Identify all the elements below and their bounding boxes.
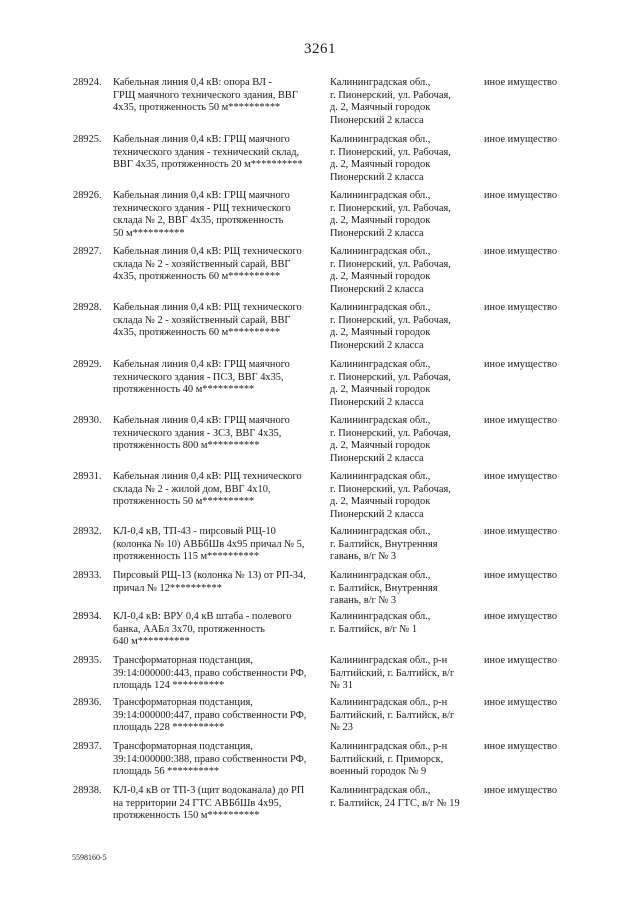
entry-number: 28935.	[73, 655, 102, 666]
address-line: г. Пионерский, ул. Рабочая,	[330, 483, 451, 495]
address-line: д. 2, Маячный городок	[330, 496, 431, 508]
address-line: Калининградская обл.,	[330, 246, 431, 257]
entry-property-type: иное имущество	[484, 611, 558, 622]
entry-number: 28931.	[73, 471, 102, 482]
address-line: г. Балтийск, Внутренняя	[330, 538, 438, 550]
entry-property-type: иное имущество	[484, 302, 558, 313]
entry-address	[330, 741, 475, 779]
entry-number: 28934.	[73, 611, 102, 622]
description-line: 39:14:000000:443, право собственности РФ,	[113, 667, 307, 679]
entry-number: 28924.	[73, 77, 102, 88]
entry-property-type: иное имущество	[484, 697, 558, 708]
description-line: КЛ-0,4 кВ, ТП-43 - пирсовый РЩ-10	[113, 526, 276, 537]
entry-number: 28938.	[73, 785, 102, 796]
entry-description	[113, 190, 318, 240]
address-line: Калининградская обл.,	[330, 359, 431, 370]
entry-number: 28925.	[73, 134, 102, 145]
description-line: Кабельная линия 0,4 кВ: РЩ технического	[113, 246, 302, 257]
address-line: Пионерский 2 класса	[330, 396, 424, 408]
address-line: гавань, в/г № 3	[330, 595, 397, 607]
description-line: протяженность 800 м**********	[113, 440, 260, 452]
address-line: Калининградская обл.,	[330, 134, 431, 145]
entry-address	[330, 611, 475, 636]
description-line: КЛ-0,4 кВ: ВРУ 0,4 кВ штаба - полевого	[113, 611, 292, 622]
description-line: Трансформаторная подстанция,	[113, 741, 253, 752]
entry-property-type: иное имущество	[484, 134, 558, 145]
address-line: Калининградская обл.,	[330, 785, 431, 796]
description-line: на территории 24 ГТС АВБбШв 4х95,	[113, 797, 282, 809]
description-line: Кабельная линия 0,4 кВ: ГРЩ маячного	[113, 359, 290, 370]
address-line: г. Пионерский, ул. Рабочая,	[330, 427, 451, 439]
description-line: протяженность 40 м**********	[113, 384, 255, 396]
description-line: 39:14:000000:447, право собственности РФ,	[113, 709, 307, 721]
address-line: Пионерский 2 класса	[330, 452, 424, 464]
address-line: Калининградская обл., р-н	[330, 741, 448, 752]
entry-property-type: иное имущество	[484, 741, 558, 752]
description-line: ВВГ 4х35, протяженность 20 м**********	[113, 159, 303, 171]
address-line: Балтийский, г. Приморск,	[330, 753, 444, 765]
address-line: Калининградская обл.,	[330, 302, 431, 313]
description-line: ГРЩ маячного технического здания, ВВГ	[113, 89, 298, 101]
address-line: Калининградская обл., р-н	[330, 697, 448, 708]
address-line: Калининградская обл.,	[330, 570, 431, 581]
entry-description	[113, 697, 318, 735]
address-line: д. 2, Маячный городок	[330, 384, 431, 396]
entry-number: 28929.	[73, 359, 102, 370]
entry-description	[113, 471, 318, 509]
entry-number: 28937.	[73, 741, 102, 752]
address-line: гавань, в/г № 3	[330, 551, 397, 563]
address-line: Балтийский, г. Балтийск, в/г	[330, 709, 455, 721]
address-line: д. 2, Маячный городок	[330, 271, 431, 283]
description-line: Кабельная линия 0,4 кВ: ГРЩ маячного	[113, 415, 290, 426]
entry-description	[113, 741, 318, 779]
address-line: г. Пионерский, ул. Рабочая,	[330, 314, 451, 326]
entry-property-type: иное имущество	[484, 77, 558, 88]
entry-address	[330, 471, 475, 521]
entry-address	[330, 526, 475, 564]
description-line: склада № 2 - хозяйственный сарай, ВВГ	[113, 314, 291, 326]
entry-address	[330, 655, 475, 693]
address-line: г. Пионерский, ул. Рабочая,	[330, 258, 451, 270]
description-line: площадь 228 **********	[113, 722, 225, 734]
description-line: технического здания - РЩ технического	[113, 202, 291, 214]
entry-property-type: иное имущество	[484, 359, 558, 370]
entry-number: 28936.	[73, 697, 102, 708]
entry-number: 28933.	[73, 570, 102, 581]
address-line: г. Балтийск, 24 ГТС, в/г № 19	[330, 797, 460, 809]
entry-description	[113, 785, 318, 823]
description-line: Трансформаторная подстанция,	[113, 697, 253, 708]
entry-number: 28930.	[73, 415, 102, 426]
entry-number: 28926.	[73, 190, 102, 201]
address-line: д. 2, Маячный городок	[330, 159, 431, 171]
description-line: (колонка № 10) АВБбШв 4х95 причал № 5,	[113, 538, 305, 550]
entry-property-type: иное имущество	[484, 246, 558, 257]
description-line: склада № 2 - жилой дом, ВВГ 4х10,	[113, 483, 271, 495]
entry-property-type: иное имущество	[484, 785, 558, 796]
entry-property-type: иное имущество	[484, 415, 558, 426]
description-line: технического здания - ЗСЗ, ВВГ 4х35,	[113, 427, 282, 439]
address-line: д. 2, Маячный городок	[330, 440, 431, 452]
description-line: Кабельная линия 0,4 кВ: опора ВЛ -	[113, 77, 272, 88]
description-line: технического здания - ПСЗ, ВВГ 4х35,	[113, 371, 284, 383]
entry-description	[113, 359, 318, 397]
entry-address	[330, 415, 475, 465]
address-line: Балтийский, г. Балтийск, в/г	[330, 667, 455, 679]
description-line: 4х35, протяженность 60 м**********	[113, 327, 281, 339]
entry-property-type: иное имущество	[484, 655, 558, 666]
address-line: г. Балтийск, Внутренняя	[330, 582, 438, 594]
description-line: Кабельная линия 0,4 кВ: ГРЩ маячного	[113, 134, 290, 145]
entry-address	[330, 190, 475, 240]
description-line: причал № 12**********	[113, 582, 222, 594]
entry-number: 28927.	[73, 246, 102, 257]
address-line: Калининградская обл.,	[330, 526, 431, 537]
entry-address	[330, 302, 475, 352]
entry-address	[330, 359, 475, 409]
entry-address	[330, 77, 475, 127]
entry-number: 28932.	[73, 526, 102, 537]
entry-address	[330, 785, 475, 810]
description-line: технического здания - технический склад,	[113, 146, 300, 158]
address-line: Калининградская обл.,	[330, 611, 431, 622]
description-line: Трансформаторная подстанция,	[113, 655, 253, 666]
address-line: № 31	[330, 680, 353, 692]
entry-address	[330, 134, 475, 184]
entry-description	[113, 611, 318, 649]
address-line: Пионерский 2 класса	[330, 171, 424, 183]
address-line: Пионерский 2 класса	[330, 339, 424, 351]
entry-number: 28928.	[73, 302, 102, 313]
address-line: Калининградская обл.,	[330, 415, 431, 426]
description-line: Кабельная линия 0,4 кВ: ГРЩ маячного	[113, 190, 290, 201]
entry-description	[113, 77, 318, 115]
address-line: г. Пионерский, ул. Рабочая,	[330, 202, 451, 214]
entry-property-type: иное имущество	[484, 570, 558, 581]
description-line: 4х35, протяженность 50 м**********	[113, 102, 281, 114]
entry-property-type: иное имущество	[484, 190, 558, 201]
entry-description	[113, 134, 318, 172]
entry-property-type: иное имущество	[484, 471, 558, 482]
entry-address	[330, 697, 475, 735]
description-line: 39:14:000000:388, право собственности РФ,	[113, 753, 307, 765]
description-line: банка, ААБл 3х70, протяженность	[113, 623, 265, 635]
description-line: склада № 2, ВВГ 4х35, протяженность	[113, 215, 284, 227]
entry-address	[330, 246, 475, 296]
entry-description	[113, 570, 318, 595]
entry-address	[330, 570, 475, 608]
document-code: 5598160-5	[72, 853, 107, 862]
description-line: площадь 56 **********	[113, 766, 220, 778]
entry-property-type: иное имущество	[484, 526, 558, 537]
address-line: № 23	[330, 722, 353, 734]
address-line: Пионерский 2 класса	[330, 114, 424, 126]
address-line: Пионерский 2 класса	[330, 283, 424, 295]
description-line: Кабельная линия 0,4 кВ: РЩ технического	[113, 471, 302, 482]
description-line: протяженность 150 м**********	[113, 810, 260, 822]
address-line: Калининградская обл., р-н	[330, 655, 448, 666]
description-line: 640 м**********	[113, 636, 190, 648]
address-line: Калининградская обл.,	[330, 471, 431, 482]
entry-description	[113, 526, 318, 564]
address-line: г. Пионерский, ул. Рабочая,	[330, 371, 451, 383]
entry-description	[113, 302, 318, 340]
address-line: Пионерский 2 класса	[330, 227, 424, 239]
address-line: Калининградская обл.,	[330, 77, 431, 88]
description-line: площадь 124 **********	[113, 680, 225, 692]
address-line: д. 2, Маячный городок	[330, 215, 431, 227]
address-line: д. 2, Маячный городок	[330, 327, 431, 339]
description-line: протяженность 50 м**********	[113, 496, 255, 508]
description-line: Кабельная линия 0,4 кВ: РЩ технического	[113, 302, 302, 313]
entry-description	[113, 415, 318, 453]
description-line: Пирсовый РЩ-13 (колонка № 13) от РП-34,	[113, 570, 306, 581]
address-line: д. 2, Маячный городок	[330, 102, 431, 114]
entry-description	[113, 246, 318, 284]
address-line: г. Пионерский, ул. Рабочая,	[330, 89, 451, 101]
page-number: 3261	[304, 41, 336, 57]
address-line: военный городок № 9	[330, 766, 427, 778]
entry-description	[113, 655, 318, 693]
description-line: склада № 2 - хозяйственный сарай, ВВГ	[113, 258, 291, 270]
address-line: г. Балтийск, в/г № 1	[330, 623, 418, 635]
description-line: 50 м**********	[113, 227, 185, 239]
address-line: Калининградская обл.,	[330, 190, 431, 201]
description-line: протяженность 115 м**********	[113, 551, 260, 563]
description-line: 4х35, протяженность 60 м**********	[113, 271, 281, 283]
address-line: Пионерский 2 класса	[330, 508, 424, 520]
description-line: КЛ-0,4 кВ от ТП-3 (щит водоканала) до РП	[113, 785, 305, 796]
address-line: г. Пионерский, ул. Рабочая,	[330, 146, 451, 158]
